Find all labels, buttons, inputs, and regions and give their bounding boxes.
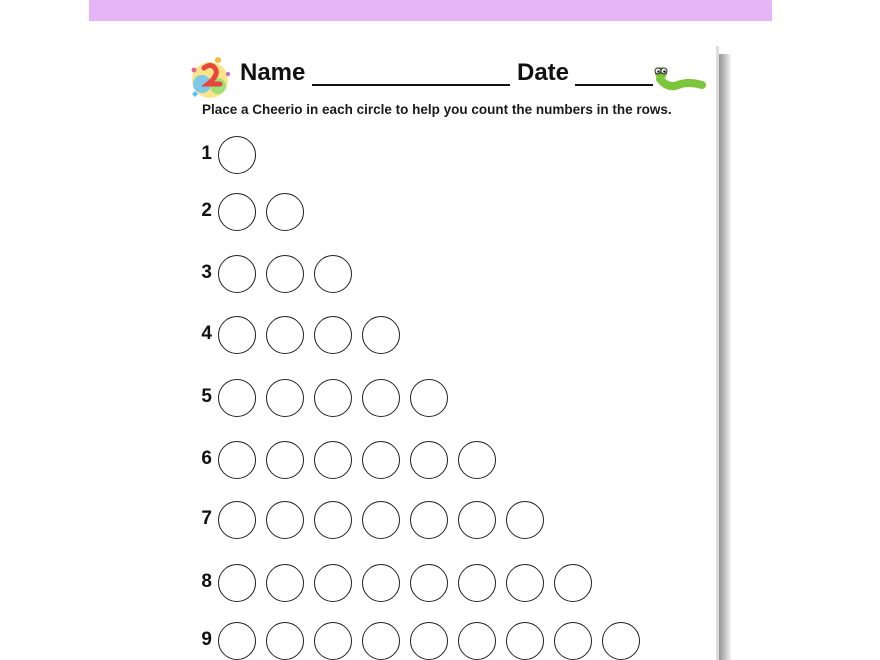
- cheerio-circle[interactable]: [602, 622, 640, 660]
- cheerio-circle[interactable]: [362, 316, 400, 354]
- cheerio-circle[interactable]: [218, 379, 256, 417]
- cheerio-circle[interactable]: [410, 441, 448, 479]
- row-number: 7: [201, 508, 212, 529]
- cheerio-circle[interactable]: [266, 501, 304, 539]
- row-number: 6: [201, 448, 212, 469]
- cheerio-circle[interactable]: [218, 622, 256, 660]
- cheerio-circle[interactable]: [506, 564, 544, 602]
- sheet-shadow: [718, 54, 731, 660]
- cheerio-circle[interactable]: [218, 441, 256, 479]
- row-number: 1: [201, 143, 212, 164]
- cheerio-circle[interactable]: [266, 441, 304, 479]
- number-balloon-logo-icon: [188, 54, 234, 102]
- cheerio-circle[interactable]: [458, 622, 496, 660]
- cheerio-circle[interactable]: [506, 501, 544, 539]
- cheerio-circle[interactable]: [410, 622, 448, 660]
- cheerio-circle[interactable]: [458, 441, 496, 479]
- cheerio-circle[interactable]: [554, 564, 592, 602]
- top-banner: [89, 0, 772, 21]
- cheerio-circle[interactable]: [314, 379, 352, 417]
- cheerio-circle[interactable]: [218, 501, 256, 539]
- cheerio-circle[interactable]: [314, 441, 352, 479]
- sheet-edge: [716, 46, 719, 660]
- cheerio-circle[interactable]: [314, 501, 352, 539]
- cheerio-circle[interactable]: [506, 622, 544, 660]
- cheerio-circle[interactable]: [218, 564, 256, 602]
- row-number: 4: [201, 323, 212, 344]
- cheerio-circle[interactable]: [458, 564, 496, 602]
- cheerio-circle[interactable]: [266, 255, 304, 293]
- cheerio-circle[interactable]: [314, 255, 352, 293]
- cheerio-circle[interactable]: [410, 501, 448, 539]
- cheerio-circle[interactable]: [218, 193, 256, 231]
- cheerio-circle[interactable]: [362, 622, 400, 660]
- name-field-line[interactable]: [312, 84, 510, 86]
- cheerio-circle[interactable]: [266, 379, 304, 417]
- cheerio-circle[interactable]: [314, 564, 352, 602]
- cheerio-circle[interactable]: [266, 193, 304, 231]
- row-number: 2: [201, 200, 212, 221]
- cheerio-circle[interactable]: [266, 316, 304, 354]
- cheerio-circle[interactable]: [314, 316, 352, 354]
- cheerio-circle[interactable]: [362, 379, 400, 417]
- cheerio-circle[interactable]: [362, 501, 400, 539]
- cheerio-circle[interactable]: [266, 564, 304, 602]
- row-number: 3: [201, 262, 212, 283]
- cheerio-circle[interactable]: [218, 136, 256, 174]
- cheerio-circle[interactable]: [218, 316, 256, 354]
- green-worm-icon: [652, 63, 706, 93]
- date-label: Date: [517, 59, 570, 86]
- cheerio-circle[interactable]: [458, 501, 496, 539]
- worksheet-page: [171, 46, 718, 660]
- cheerio-circle[interactable]: [362, 441, 400, 479]
- row-number: 9: [201, 629, 212, 650]
- cheerio-circle[interactable]: [314, 622, 352, 660]
- cheerio-circle[interactable]: [554, 622, 592, 660]
- cheerio-circle[interactable]: [266, 622, 304, 660]
- cheerio-circle[interactable]: [410, 379, 448, 417]
- date-field-line[interactable]: [575, 84, 653, 86]
- cheerio-circle[interactable]: [218, 255, 256, 293]
- row-number: 5: [201, 386, 212, 407]
- row-number: 8: [201, 571, 212, 592]
- cheerio-circle[interactable]: [362, 564, 400, 602]
- name-label: Name: [240, 59, 306, 86]
- instructions-text: Place a Cheerio in each circle to help you count the numbers in the rows.: [202, 102, 672, 117]
- cheerio-circle[interactable]: [410, 564, 448, 602]
